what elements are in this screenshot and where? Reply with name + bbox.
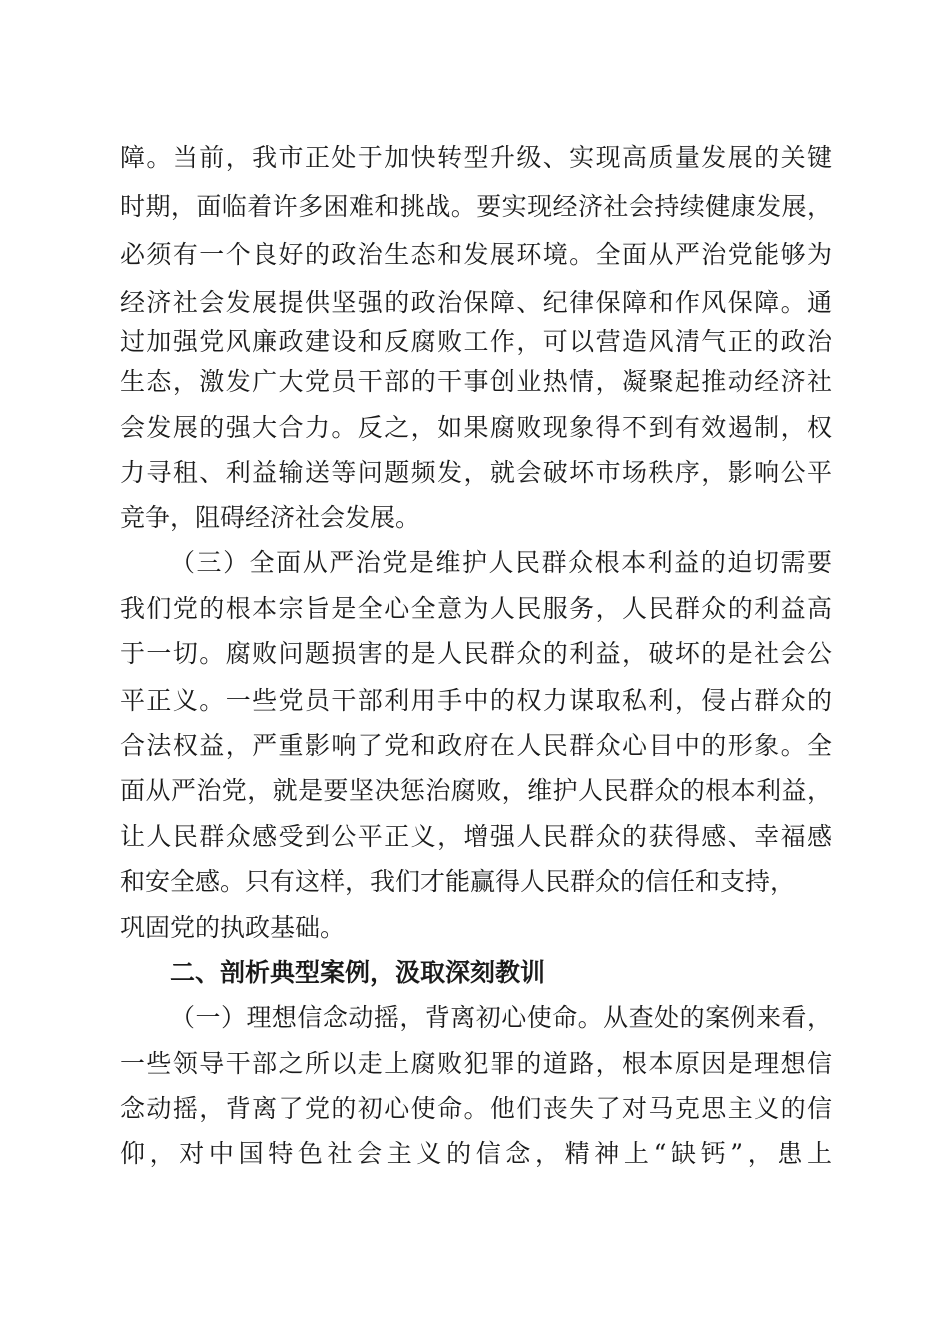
paragraph-line: 会发展的强大合力。反之，如果腐败现象得不到有效遏制，权 — [120, 413, 832, 442]
paragraph-line: 经济社会发展提供坚强的政治保障、纪律保障和作风保障。通 — [120, 288, 832, 317]
paragraph-line: 一些领导干部之所以走上腐败犯罪的道路，根本原因是理想信 — [120, 1049, 832, 1078]
paragraph-line: 让人民群众感受到公平正义，增强人民群众的获得感、幸福感 — [120, 822, 832, 851]
paragraph-line: 于一切。腐败问题损害的是人民群众的利益，破坏的是社会公 — [120, 639, 832, 668]
paragraph-line: 巩固党的执政基础。 — [120, 913, 346, 942]
paragraph-line: 合法权益，严重影响了党和政府在人民群众心目中的形象。全 — [120, 731, 832, 760]
paragraph-line: 过加强党风廉政建设和反腐败工作，可以营造风清气正的政治 — [120, 327, 832, 356]
paragraph-line: 和安全感。只有这样，我们才能赢得人民群众的信任和支持， — [120, 867, 796, 896]
paragraph-line: 障。当前，我市正处于加快转型升级、实现高质量发展的关键 — [120, 143, 832, 172]
paragraph-line: 仰，对中国特色社会主义的信念，精神上“缺钙”，患上 — [120, 1139, 832, 1168]
subsection-heading: （三）全面从严治党是维护人民群众根本利益的迫切需要 — [170, 548, 832, 577]
paragraph-line: （一）理想信念动摇，背离初心使命。从查处的案例来看， — [170, 1003, 832, 1032]
paragraph-line: 时期，面临着许多困难和挑战。要实现经济社会持续健康发展， — [120, 192, 832, 221]
paragraph-line: 必须有一个良好的政治生态和发展环境。全面从严治党能够为 — [120, 240, 832, 269]
paragraph-line: 竞争，阻碍经济社会发展。 — [120, 503, 421, 532]
paragraph-line: 我们党的根本宗旨是全心全意为人民服务，人民群众的利益高 — [120, 594, 832, 623]
paragraph-line: 面从严治党，就是要坚决惩治腐败，维护人民群众的根本利益， — [120, 776, 832, 805]
paragraph-line: 平正义。一些党员干部利用手中的权力谋取私利，侵占群众的 — [120, 686, 832, 715]
paragraph-line: 念动摇，背离了党的初心使命。他们丧失了对马克思主义的信 — [120, 1094, 832, 1123]
paragraph-line: 力寻租、利益输送等问题频发，就会破坏市场秩序，影响公平 — [120, 458, 832, 487]
section-heading: 二、剖析典型案例，汲取深刻教训 — [170, 958, 546, 987]
paragraph-line: 生态，激发广大党员干部的干事创业热情，凝聚起推动经济社 — [120, 367, 832, 396]
